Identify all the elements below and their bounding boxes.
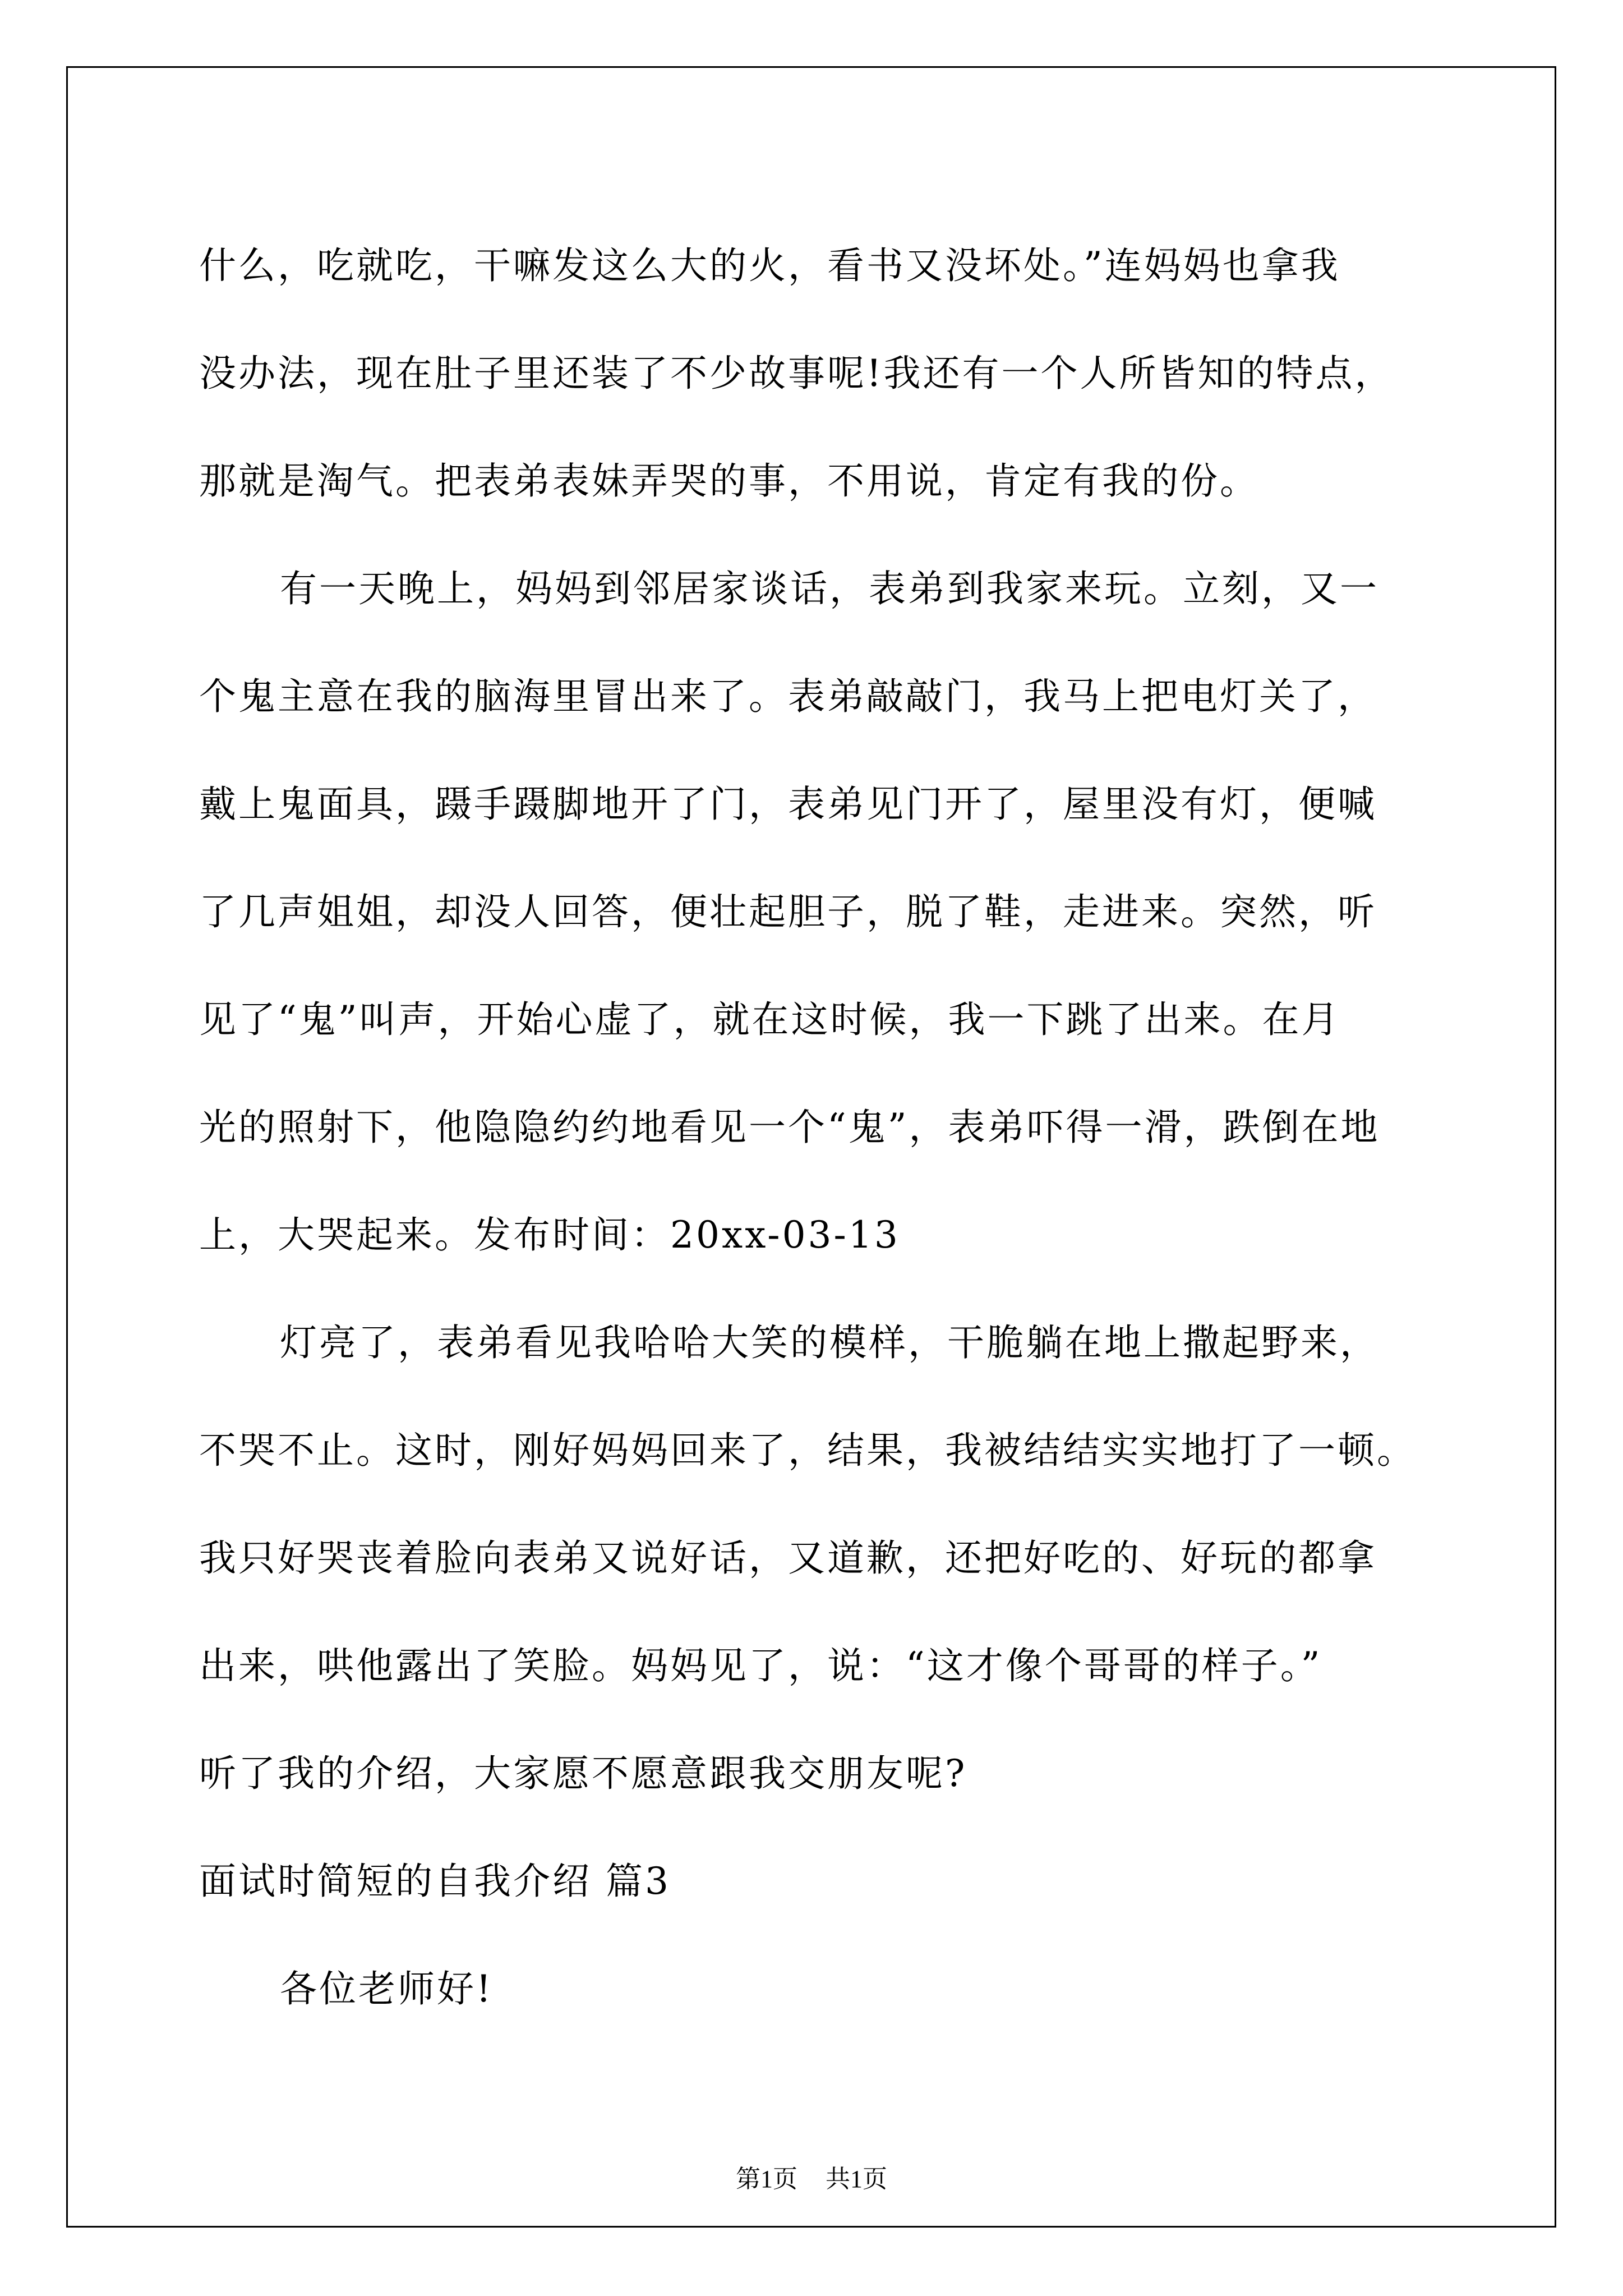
text-line: 那就是淘气。把表弟表妹弄哭的事，不用说，肯定有我的份。 [199,459,1259,503]
page-number-total: 共1页 [826,2165,887,2193]
text-line: 没办法，现在肚子里还装了不少故事呢!我还有一个人所皆知的特点， [199,352,1394,395]
text-line: 个鬼主意在我的脑海里冒出来了。表弟敲敲门，我马上把电灯关了， [199,675,1377,718]
text-line: 见了“鬼”叫声，开始心虚了，就在这时候，我一下跳了出来。在月 [199,998,1341,1041]
paragraph-start-line: 有一天晚上，妈妈到邻居家谈话，表弟到我家来玩。立刻，又一 [280,567,1379,610]
text-line: 了几声姐姐，却没人回答，便壮起胆子，脱了鞋，走进来。突然，听 [199,890,1377,933]
text-line: 什么，吃就吃，干嘛发这么大的火，看书又没坏处。”连妈妈也拿我 [199,244,1340,287]
text-line: 听了我的介绍，大家愿不愿意跟我交朋友呢? [199,1752,967,1795]
document-body [199,212,1422,2043]
page-footer [0,2162,1623,2196]
text-line: 上，大哭起来。发布时间：20xx-03-13 [199,1213,900,1257]
paragraph-start-line: 灯亮了，表弟看见我哈哈大笑的模样，干脆躺在地上撒起野来， [280,1321,1379,1364]
page-number-current: 第1页 [736,2165,797,2193]
text-line: 不哭不止。这时，刚好妈妈回来了，结果，我被结结实实地打了一顿。 [199,1429,1416,1472]
greeting-line: 各位老师好! [280,1967,494,2010]
text-line: 出来，哄他露出了笑脸。妈妈见了，说：“这才像个哥哥的样子。” [199,1644,1322,1687]
section-heading: 面试时简短的自我介绍 篇3 [199,1860,671,1903]
text-line: 光的照射下，他隐隐约约地看见一个“鬼”，表弟吓得一滑，跌倒在地 [199,1106,1380,1149]
text-line: 戴上鬼面具，蹑手蹑脚地开了门，表弟见门开了，屋里没有灯，便喊 [199,783,1377,826]
text-line: 我只好哭丧着脸向表弟又说好话，又道歉，还把好吃的、好玩的都拿 [199,1536,1377,1580]
